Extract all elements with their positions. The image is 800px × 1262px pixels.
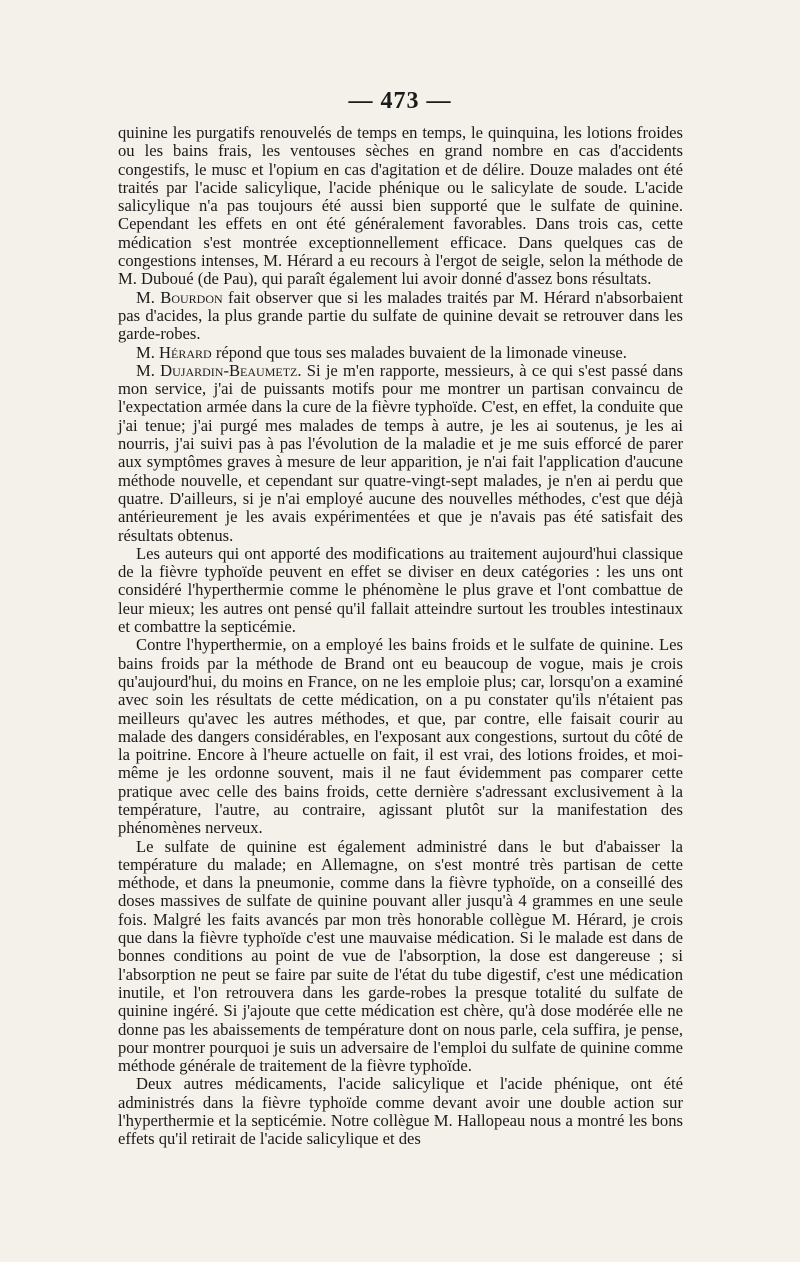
paragraph-text: Contre l'hyperthermie, on a employé les bains froids et le sulfate de quinine. Les bains froids par la méthode de Brand ont eu beaucoup de vogue, mais je crois qu'aujourd'hui, du moins en France, on ne les emploie plus; car, lorsqu'on a examiné avec soin les résultats de cette médication, on a pu constater qu'ils n'étaient pas meilleurs qu'avec les autres méthodes, et que, par contre, elle faisait courir au malade des dangers considérables, en l'exposant aux congestions, surtout du côté de la poitrine. Encore à l'heure actuelle on fait, il est vrai, des lotions froides, et moi-même je les ordonne souvent, mais il ne faut évidemment pas comparer cette pratique avec celle des bains froids, cette dernière s'adressant exclusivement à la température, l'autre, au contraire, agissant plutôt sur la manifestation des phénomènes nerveux.: [118, 635, 683, 838]
paragraph-text: Le sulfate de quinine est également administré dans le but d'abaisser la température du malade; en Allemagne, on s'est montré très partisan de cette méthode, et dans la pneumonie, comme dans la fièvre typhoïde, on a conseillé des doses massives de sulfate de quinine pouvant aller jusqu'à 4 grammes en une seule fois. Malgré les faits avancés par mon très honorable collègue M. Hérard, je crois que dans la fièvre typhoïde c'est une mauvaise médication. Si le malade est dans de bonnes conditions au point de vue de l'absorption, la dose est dangereuse ; si l'absorption ne peut se faire par suite de l'état du tube digestif, c'est une médication inutile, et l'on retrouvera dans les garde-robes la presque totalité du sulfate de quinine ingéré. Si j'ajoute que cette médication est chère, qu'à dose modérée elle ne donne pas les abaissements de température dont on nous parle, cela suffira, je pense, pour montrer pourquoi je suis un adversaire de l'emploi du sulfate de quinine comme méthode générale de traitement de la fièvre typhoïde.: [118, 836, 683, 1076]
paragraph-bourdon: [118, 289, 683, 344]
body-text: [118, 124, 683, 1149]
paragraph-hyperthermie: [118, 636, 683, 837]
paragraph-text: Si je m'en rapporte, messieurs, à ce qui s'est passé dans mon service, j'ai de puissants motifs pour me montrer un partisan convaincu de l'expectation armée dans la cure de la fièvre typhoïde. C'est, en effet, la conduite que j'ai tenue; j'ai purgé mes malades de temps à autre, je les ai soutenus, je les ai nourris, j'ai suivi pas à pas l'évolution de la maladie et je me suis efforcé de parer aux symptômes graves à mesure de leur apparition, je n'ai fait l'application d'aucune méthode nouvelle, et cependant sur quatre-vingt-sept malades, je n'en ai perdu que quatre. D'ailleurs, si je n'ai employé aucune des nouvelles méthodes, c'est que déjà antérieurement je les avais expérimentées et que je n'avais pas été satisfait des résultats obtenus.: [118, 360, 683, 545]
paragraph-text: quinine les purgatifs renouvelés de temps en temps, le quinquina, les lotions froides ou les bains frais, les ventouses sèches en grand nombre en cas d'accidents congestifs, le musc et l'opium en cas d'agitation et de délire. Douze malades ont été traités par l'acide salicylique, l'acide phénique ou le salicylate de soude. L'acide salicylique n'a pas toujours été aussi bien supporté que le sulfate de quinine. Cependant les effets en ont été généralement favorables. Dans trois cas, cette médication s'est montrée exceptionnellement efficace. Dans quelques cas de congestions intenses, M. Hérard a eu recours à l'ergot de seigle, selon la méthode de M. Duboué (de Pau), qui paraît également lui avoir donné d'assez bons résultats.: [118, 123, 683, 289]
paragraph-dujardin: [118, 362, 683, 545]
paragraph-text: Les auteurs qui ont apporté des modifications au traitement aujourd'hui classique de la fièvre typhoïde peuvent en effet se diviser en deux catégories : les uns ont considéré l'hyperthermie comme le phénomène le plus grave et l'ont combattue de leur mieux; les autres ont pensé qu'il fallait atteindre surtout les troubles intestinaux et combattre la septicémie.: [118, 543, 683, 637]
paragraph-sulfate: [118, 838, 683, 1076]
page-number: — 473 —: [348, 88, 452, 114]
speaker-name: M. Hérard: [136, 342, 212, 362]
paragraph-medicaments: [118, 1075, 683, 1148]
paragraph-text: Deux autres médicaments, l'acide salicylique et l'acide phénique, ont été administrés dans la fièvre typhoïde comme devant avoir une double action sur l'hyperthermie et la septicémie. Notre collègue M. Hallopeau nous a montré les bons effets qu'il retirait de l'acide salicylique et des: [118, 1074, 683, 1149]
paragraph-continued: [118, 124, 683, 289]
speaker-name: M. Bourdon: [136, 287, 223, 307]
paragraph-text: fait observer que si les malades traités par M. Hérard n'absorbaient pas d'acides, la plus grande partie du sulfate de quinine devait se retrouver dans les garde-robes.: [118, 287, 683, 344]
paragraph-herard: [118, 344, 683, 362]
paragraph-auteurs: [118, 545, 683, 636]
speaker-name: M. Dujardin-Beaumetz.: [136, 360, 302, 380]
paragraph-text: répond que tous ses malades buvaient de la limonade vineuse.: [211, 342, 627, 362]
